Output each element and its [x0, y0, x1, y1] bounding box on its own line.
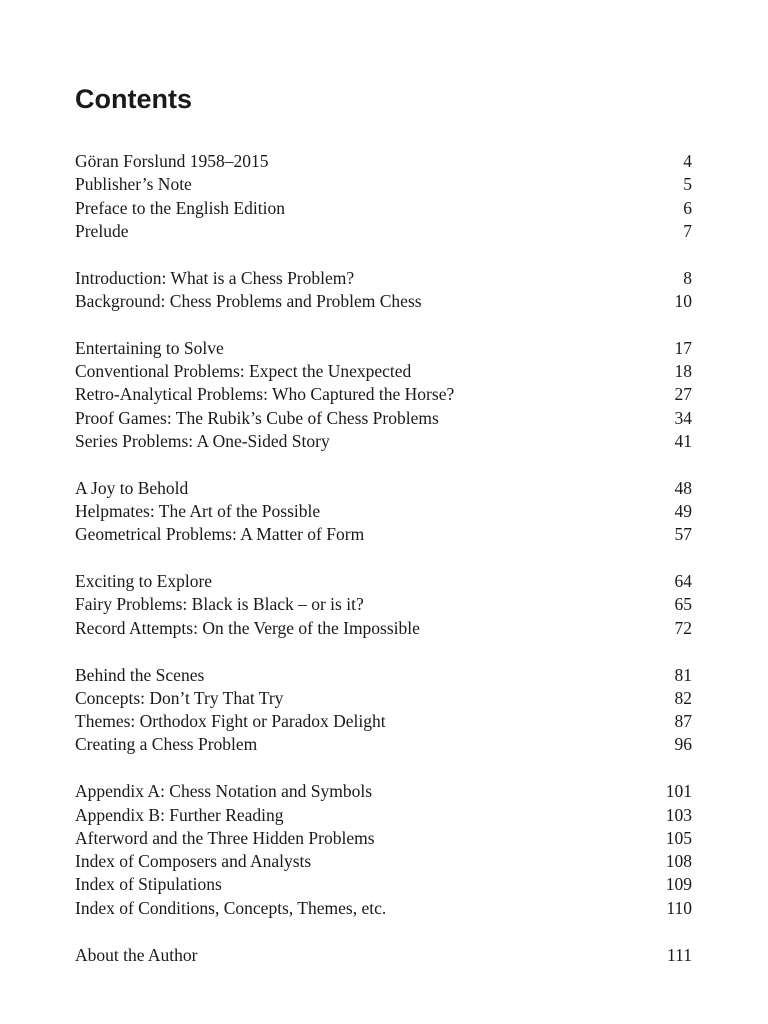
toc-entry: [75, 570, 692, 593]
toc-page-number: 72: [674, 617, 692, 638]
toc-entry-title: Geometrical Problems: A Matter of Form: [75, 524, 365, 545]
toc-page-number: 41: [674, 430, 692, 451]
toc-section: [75, 570, 692, 640]
toc-section: [75, 944, 692, 967]
toc-page-number: 18: [674, 361, 692, 382]
table-of-contents: [75, 150, 692, 967]
toc-section: [75, 664, 692, 757]
toc-page-number: 101: [665, 781, 692, 802]
toc-entry: [75, 337, 692, 360]
toc-entry-title: Background: Chess Problems and Problem Chess: [75, 290, 422, 311]
toc-entry: [75, 944, 692, 967]
toc-entry-title: Index of Composers and Analysts: [75, 851, 312, 872]
toc-page-number: 6: [683, 197, 692, 218]
toc-entry-title: Conventional Problems: Expect the Unexpected: [75, 361, 412, 382]
toc-entry-title: Entertaining to Solve: [75, 337, 224, 358]
toc-entry-title: Preface to the English Edition: [75, 197, 285, 218]
toc-page-number: 57: [674, 524, 692, 545]
toc-entry-title: Prelude: [75, 220, 129, 241]
toc-entry-title: Retro-Analytical Problems: Who Captured the Horse?: [75, 384, 455, 405]
toc-page-number: 10: [674, 290, 692, 311]
toc-page-number: 4: [683, 151, 692, 171]
toc-entry: [75, 197, 692, 220]
toc-entry: [75, 523, 692, 546]
toc-page-number: 7: [683, 220, 692, 241]
toc-entry: [75, 873, 692, 896]
toc-entry: [75, 804, 692, 827]
toc-entry: [75, 850, 692, 873]
toc-page-number: 111: [667, 944, 692, 965]
toc-page-number: 34: [674, 407, 692, 428]
toc-entry-title: Exciting to Explore: [75, 571, 213, 592]
toc-page-number: 27: [674, 384, 692, 405]
toc-entry: [75, 617, 692, 640]
toc-page-number: 109: [665, 874, 692, 895]
toc-page-number: 103: [665, 804, 692, 825]
toc-page-number: 105: [665, 827, 692, 848]
toc-entry-title: A Joy to Behold: [75, 477, 189, 498]
toc-entry-title: Index of Stipulations: [75, 874, 222, 895]
toc-page-number: 108: [665, 851, 692, 872]
toc-entry: [75, 733, 692, 756]
toc-entry: [75, 710, 692, 733]
toc-section: [75, 267, 692, 314]
toc-entry-title: Appendix B: Further Reading: [75, 804, 284, 825]
toc-entry: [75, 593, 692, 616]
toc-entry: [75, 290, 692, 313]
toc-entry: [75, 780, 692, 803]
toc-entry-title: Concepts: Don’t Try That Try: [75, 687, 284, 708]
toc-page-number: 48: [674, 477, 692, 498]
toc-page-number: 110: [666, 897, 692, 918]
toc-entry: [75, 173, 692, 196]
toc-entry-title: Fairy Problems: Black is Black – or is it?: [75, 594, 364, 615]
toc-entry-title: About the Author: [75, 944, 198, 965]
toc-page-number: 87: [674, 711, 692, 732]
toc-entry-title: Afterword and the Three Hidden Problems: [75, 827, 375, 848]
toc-entry: [75, 687, 692, 710]
toc-page-number: 5: [683, 174, 692, 195]
toc-entry-title: Record Attempts: On the Verge of the Impossible: [75, 617, 420, 638]
toc-entry-title: Göran Forslund 1958–2015: [75, 151, 269, 171]
toc-entry: [75, 220, 692, 243]
toc-section: [75, 780, 692, 920]
toc-entry: [75, 827, 692, 850]
toc-entry-title: Proof Games: The Rubik’s Cube of Chess Problems: [75, 407, 439, 428]
toc-section: [75, 337, 692, 453]
contents-page: [75, 80, 692, 990]
toc-entry-title: Themes: Orthodox Fight or Paradox Delight: [75, 711, 386, 732]
toc-entry: [75, 664, 692, 687]
toc-entry-title: Series Problems: A One-Sided Story: [75, 430, 330, 451]
toc-entry-title: Helpmates: The Art of the Possible: [75, 501, 321, 522]
toc-entry: [75, 267, 692, 290]
toc-entry: [75, 477, 692, 500]
toc-page-number: 49: [674, 501, 692, 522]
toc-entry: [75, 407, 692, 430]
page-title: Contents: [75, 84, 192, 114]
toc-entry: [75, 383, 692, 406]
toc-page-number: 8: [683, 267, 692, 288]
toc-entry-title: Behind the Scenes: [75, 664, 205, 685]
toc-entry-title: Appendix A: Chess Notation and Symbols: [75, 781, 373, 802]
toc-entry: [75, 500, 692, 523]
toc-page-number: 64: [674, 571, 692, 592]
toc-page-number: 96: [674, 734, 692, 755]
toc-entry-title: Introduction: What is a Chess Problem?: [75, 267, 355, 288]
toc-entry: [75, 360, 692, 383]
toc-entry: [75, 430, 692, 453]
toc-page-number: 81: [674, 664, 692, 685]
toc-page-number: 82: [674, 687, 692, 708]
toc-section: [75, 150, 692, 243]
toc-page-number: 65: [674, 594, 692, 615]
toc-section: [75, 477, 692, 547]
toc-entry-title: Publisher’s Note: [75, 174, 192, 195]
toc-entry: [75, 897, 692, 920]
toc-entry-title: Creating a Chess Problem: [75, 734, 258, 755]
toc-page-number: 17: [674, 337, 692, 358]
toc-entry-title: Index of Conditions, Concepts, Themes, etc.: [75, 897, 387, 918]
toc-entry: [75, 150, 692, 173]
